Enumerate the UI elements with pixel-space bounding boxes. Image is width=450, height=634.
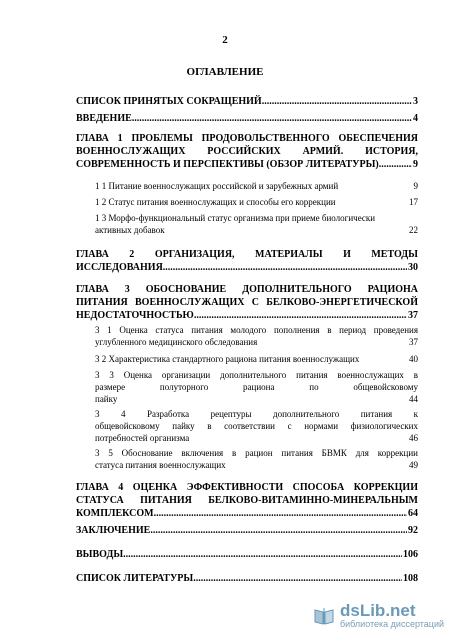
section-title: размере полуторного рациона по общевойсковому [95, 382, 418, 392]
dot-leader [379, 158, 412, 171]
toc-entry-title: ЗАКЛЮЧЕНИЕ [76, 525, 151, 536]
toc-chapter-3[interactable] [76, 283, 418, 322]
page-number: 2 [222, 34, 228, 46]
toc-entry-introduction[interactable] [76, 112, 418, 125]
toc-entry-title: СПИСОК ПРИНЯТЫХ СОКРАЩЕНИЙ [76, 96, 262, 107]
toc-section-3-4[interactable] [95, 408, 418, 444]
toc-page-number: 92 [408, 525, 418, 536]
toc-page-number: 49 [409, 460, 418, 470]
chapter-title-line: СОВРЕМЕННОСТЬ И ПЕРСПЕКТИВЫ (ОБЗОР ЛИТЕРАТУРЫ) [76, 159, 379, 170]
toc-section-1-1[interactable] [95, 180, 418, 192]
logo-sub-text: библиотека диссертаций [339, 619, 444, 629]
chapter-title-line: ГЛАВА 4 ОЦЕНКА ЭФФЕКТИВНОСТИ СПОСОБА КОРРЕКЦИИ [76, 482, 418, 493]
toc-page-number: 106 [403, 549, 418, 560]
toc-entry-references[interactable] [76, 572, 418, 585]
dot-leader [193, 572, 402, 585]
section-title: активных добавок [95, 225, 165, 235]
section-title: пайку [95, 394, 118, 404]
section-title: 1 2 Статус питания военнослужащих и способы его коррекции [95, 197, 336, 207]
dot-leader [262, 95, 412, 108]
section-title: статуса питания военнослужащих [95, 460, 226, 470]
chapter-title-line: СТАТУСА ПИТАНИЯ БЕЛКОВО-ВИТАМИННО-МИНЕРАЛЬНЫМ [76, 495, 418, 506]
dot-leader [163, 261, 407, 274]
toc-section-3-5[interactable] [95, 447, 418, 471]
section-title: общевойсковому пайку в соответствии с нормами физиологических [95, 421, 418, 431]
chapter-title-line: ПИТАНИЯ ВОЕННОСЛУЖАЩИХ С БЕЛКОВО-ЭНЕРГЕТИЧЕСКОЙ [76, 297, 418, 308]
toc-page-number: 30 [408, 262, 418, 273]
toc-chapter-4[interactable] [76, 481, 418, 520]
section-title: 3 2 Характеристика стандартного рациона питания военнослужащих [95, 354, 360, 364]
dslib-logo[interactable] [313, 602, 444, 630]
section-title: 1 1 Питание военнослужащих российской и зарубежных армий [95, 181, 339, 191]
toc-page-number: 64 [408, 508, 418, 519]
toc-chapter-2[interactable] [76, 248, 418, 274]
toc-page-number: 9 [413, 159, 418, 170]
toc-entry-title: ВЫВОДЫ [76, 549, 124, 560]
toc-page-number: 108 [403, 573, 418, 584]
toc-chapter-1[interactable] [76, 132, 418, 171]
toc-page-number: 40 [409, 354, 418, 364]
toc-page-number: 3 [413, 96, 418, 107]
toc-section-3-2[interactable] [95, 353, 418, 365]
toc-page-number: 44 [409, 394, 418, 404]
section-title: 3 3 Оценка организации дополнительного питания военнослужащих в [95, 370, 418, 380]
chapter-title-line: ГЛАВА 1 ПРОБЛЕМЫ ПРОДОВОЛЬСТВЕННОГО ОБЕСПЕЧЕНИЯ [76, 133, 418, 144]
toc-section-3-3[interactable] [95, 369, 418, 405]
toc-entry-title: СПИСОК ЛИТЕРАТУРЫ [76, 573, 194, 584]
toc-entry-conclusion[interactable] [76, 524, 418, 537]
chapter-title-line: ВОЕННОСЛУЖАЩИХ РОССИЙСКИХ АРМИЙ. ИСТОРИЯ, [76, 146, 418, 157]
chapter-title-line: КОМПЛЕКСОМ [76, 508, 154, 519]
toc-entry-findings[interactable] [76, 548, 418, 561]
toc-entry-title: ВВЕДЕНИЕ [76, 113, 132, 124]
dot-leader [150, 524, 407, 537]
toc-page-number: 37 [409, 337, 418, 347]
chapter-title-line: ИССЛЕДОВАНИЯ [76, 262, 163, 273]
toc-page-number: 37 [408, 310, 418, 321]
chapter-title-line: ГЛАВА 3 ОБОСНОВАНИЕ ДОПОЛНИТЕЛЬНОГО РАЦИОНА [76, 284, 418, 295]
toc-page-number: 4 [413, 113, 418, 124]
section-title: 3 4 Разработка рецептуры дополнительного питания к [95, 409, 418, 419]
chapter-title-line: НЕДОСТАТОЧНОСТЬЮ [76, 310, 194, 321]
dot-leader [194, 309, 407, 322]
toc-section-3-1[interactable] [95, 324, 418, 348]
section-title: 3 5 Обоснование включения в рацион питания БВМК для коррекции [95, 448, 418, 458]
toc-section-1-2[interactable] [95, 196, 418, 208]
dot-leader [132, 112, 412, 125]
section-title: углубленного медицинского обследования [95, 337, 258, 347]
dot-leader [154, 507, 407, 520]
section-title: 1 3 Морфо-функциональный статус организма при приеме биологически [95, 213, 376, 223]
toc-page-number: 9 [413, 181, 418, 191]
toc-page-number: 46 [409, 433, 418, 443]
section-title: потребностей организма [95, 433, 190, 443]
chapter-title-line: ГЛАВА 2 ОРГАНИЗАЦИЯ, МАТЕРИАЛЫ И МЕТОДЫ [76, 249, 418, 260]
book-icon [313, 606, 335, 626]
dot-leader [123, 548, 402, 561]
toc-entry-abbreviations[interactable] [76, 95, 418, 108]
toc-page-number: 22 [409, 225, 418, 235]
toc-section-1-3[interactable] [95, 212, 418, 236]
toc-title: ОГЛАВЛЕНИЕ [186, 66, 264, 78]
section-title: 3 1 Оценка статуса питания молодого пополнения в период проведения [95, 325, 418, 335]
logo-main-text: dsLib.net [339, 601, 416, 620]
toc-page-number: 17 [409, 197, 418, 207]
